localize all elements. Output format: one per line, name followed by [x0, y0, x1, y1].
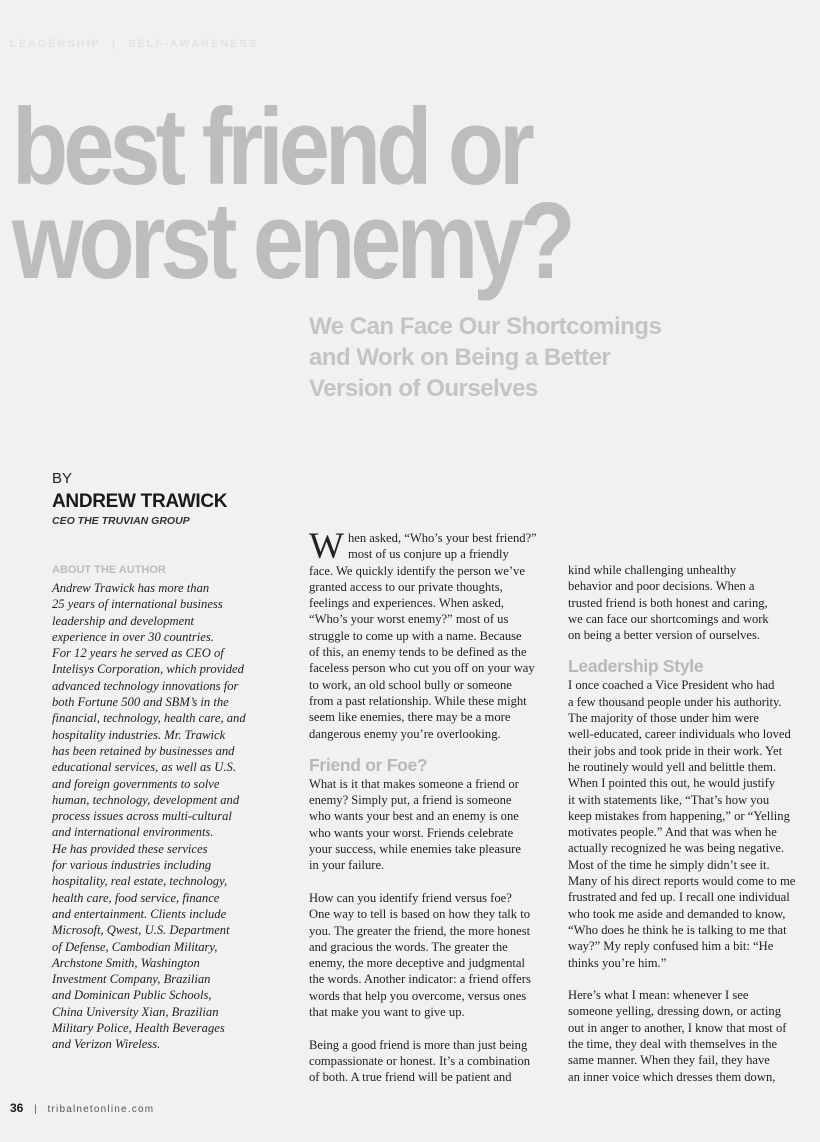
headline-line-2: worst enemy? [12, 181, 571, 302]
body-line: actually recognized he was being negative. [568, 841, 785, 856]
body-line: and gracious the words. The greater the [309, 939, 508, 954]
about-line: financial, technology, health care, and [52, 711, 246, 726]
body-line: he routinely would yell and belittle them. [568, 759, 777, 774]
body-line: their jobs and took pride in their work. Yet [568, 743, 783, 758]
body-line: face. We quickly identify the person we’ve [309, 563, 525, 578]
about-line: human, technology, development and [52, 792, 240, 807]
body-line: Most of the time he simply didn’t see it. [568, 857, 770, 872]
about-line: Intelisys Corporation, which provided [52, 662, 244, 677]
body-line: out in anger to another, I know that most of [568, 1020, 787, 1035]
site-url: tribalnetonline.com [47, 1104, 155, 1115]
body-line: feelings and experiences. When asked, [309, 596, 504, 611]
body-line: from a past relationship. While these might [309, 693, 527, 708]
about-line: and Verizon Wireless. [52, 1037, 161, 1052]
about-line: experience in over 30 countries. [52, 629, 214, 644]
about-line: health care, food service, finance [52, 890, 220, 905]
article-column-1 [309, 526, 554, 1086]
about-line: hospitality industries. Mr. Trawick [52, 727, 226, 742]
section-tag [10, 38, 264, 50]
body-line: same manner. When they fail, they have [568, 1053, 770, 1068]
body-line: Here’s what I mean: whenever I see [568, 988, 749, 1003]
about-line: For 12 years he served as CEO of [52, 646, 224, 661]
body-line: a few thousand people under his authority. [568, 694, 782, 709]
body-line: trusted friend is both honest and caring, [568, 595, 768, 610]
body-line: “Who does he think he is talking to me that [568, 922, 787, 937]
body-line: frustrated and fed up. I recall one individual [568, 890, 790, 905]
body-line: What is it that makes someone a friend or [309, 776, 519, 791]
body-line: it with statements like, “That’s how you [568, 792, 770, 807]
body-line: the time, they deal with themselves in the [568, 1037, 778, 1052]
body-line: an inner voice which dresses them down, [568, 1069, 776, 1084]
heading-leadership-style: Leadership Style [568, 656, 704, 677]
body-line: seem like enemies, there may be a more [309, 710, 511, 725]
about-line: hospitality, real estate, technology, [52, 874, 228, 889]
subheadline [309, 311, 689, 404]
author-title: CEO THE TRUVIAN GROUP [52, 515, 190, 527]
about-line: and Dominican Public Schools, [52, 988, 212, 1003]
body-line: in your failure. [309, 858, 385, 873]
page-number: 36 [10, 1101, 24, 1115]
about-author-heading: ABOUT THE AUTHOR [52, 564, 166, 576]
about-line: Military Police, Health Beverages [52, 1021, 225, 1036]
body-line: kind while challenging unhealthy [568, 563, 737, 577]
body-line: compassionate or honest. It’s a combination [309, 1053, 531, 1068]
body-line: you. The greater the friend, the more honest [309, 923, 531, 938]
article-column-2 [568, 562, 818, 1085]
headline [12, 87, 571, 302]
body-line: way?” My reply confused him a bit: “He [568, 939, 774, 954]
subheadline-line-2: and Work on Being a Better [309, 344, 611, 371]
body-line: to work, an old school bully or someone [309, 677, 512, 692]
body-line: Many of his direct reports would come to me [568, 874, 796, 889]
body-line: of this, an enemy tends to be defined as the [309, 645, 527, 660]
body-line: we can face our shortcomings and work [568, 611, 769, 626]
body-line: hen asked, “Who’s your best friend?” [347, 531, 537, 545]
page-footer [10, 1101, 154, 1115]
body-line: The majority of those under him were [568, 711, 759, 726]
body-line: who wants your worst. Friends celebrate [309, 825, 514, 840]
about-line: both Fortune 500 and SBM’s in the [52, 695, 229, 710]
body-line: on being a better version of ourselves. [568, 628, 760, 643]
about-line: 25 years of international business [52, 597, 223, 612]
body-line: behavior and poor decisions. When a [568, 579, 755, 594]
about-line: process issues across multi-cultural [52, 809, 232, 824]
intro-paragraph [309, 526, 554, 567]
body-line: who took me aside and demanded to know, [568, 906, 786, 921]
body-line: the words. Another indicator: a friend offers [309, 972, 531, 987]
about-line: leadership and development [52, 613, 194, 628]
about-line: for various industries including [52, 858, 212, 873]
about-line: and entertainment. Clients include [52, 906, 227, 921]
body-line: well-educated, career individuals who loved [568, 727, 791, 742]
body-line: Being a good friend is more than just being [309, 1037, 528, 1052]
about-line: He has provided these services [52, 841, 208, 856]
body-line: motivates people.” And that was when he [568, 825, 777, 840]
body-line: How can you identify friend versus foe? [309, 890, 512, 905]
body-line: struggle to come up with a name. Because [309, 628, 522, 643]
footer-separator: | [34, 1104, 37, 1115]
body-line: most of us conjure up a friendly [347, 547, 509, 562]
section-label: LEADERSHIP [10, 38, 101, 50]
by-label: BY [52, 470, 73, 487]
body-line: “Who’s your worst enemy?” most of us [309, 612, 509, 627]
body-line: of both. A true friend will be patient and [309, 1070, 512, 1085]
about-line: and international environments. [52, 825, 214, 840]
subsection-label: SELF-AWARENESS [128, 38, 259, 50]
about-line: advanced technology innovations for [52, 678, 239, 693]
headline-line-1: best friend or [12, 87, 530, 208]
body-line: thinks you’re him.” [568, 955, 667, 970]
about-line: Andrew Trawick has more than [52, 581, 210, 595]
about-line: educational services, as well as U.S. [52, 760, 236, 775]
subheadline-line-1: We Can Face Our Shortcomings [309, 313, 662, 340]
body-line: One way to tell is based on how they talk to [309, 907, 531, 922]
author-name: ANDREW TRAWICK [52, 491, 228, 512]
body-line: I once coached a Vice President who had [568, 678, 775, 693]
subheadline-line-3: Version of Ourselves [309, 375, 538, 402]
body-line: who wants your best and an enemy is one [309, 809, 519, 824]
byline [52, 470, 227, 527]
heading-friend-or-foe: Friend or Foe? [309, 754, 428, 775]
about-line: Investment Company, Brazilian [52, 972, 211, 987]
body-line: dangerous enemy you’re overlooking. [309, 726, 501, 741]
body-line: that make you want to give up. [309, 1005, 465, 1020]
about-line: Microsoft, Qwest, U.S. Department [52, 923, 230, 938]
body-line: keep mistakes from happening,” or “Yelling [568, 808, 790, 823]
about-line: Archstone Smith, Washington [52, 955, 200, 970]
about-line: has been retained by businesses and [52, 743, 235, 758]
body-line: someone yelling, dressing down, or acting [568, 1004, 782, 1019]
body-line: words that help you overcome, versus ones [309, 988, 527, 1003]
body-line: enemy? Simply put, a friend is someone [309, 793, 512, 808]
body-line: faceless person who cut you off on your way [309, 661, 535, 676]
body-line: granted access to our private thoughts, [309, 579, 503, 594]
drop-cap: W [309, 526, 344, 567]
body-line: When I pointed this out, he would justify [568, 776, 776, 791]
about-author-text [52, 580, 282, 1053]
about-line: China University Xian, Brazilian [52, 1004, 219, 1019]
about-line: of Defense, Cambodian Military, [52, 939, 218, 954]
section-separator: | [111, 38, 118, 50]
about-line: and foreign governments to solve [52, 776, 220, 791]
body-line: your success, while enemies take pleasure [309, 842, 521, 857]
body-line: enemy, the more deceptive and judgmental [309, 956, 525, 971]
